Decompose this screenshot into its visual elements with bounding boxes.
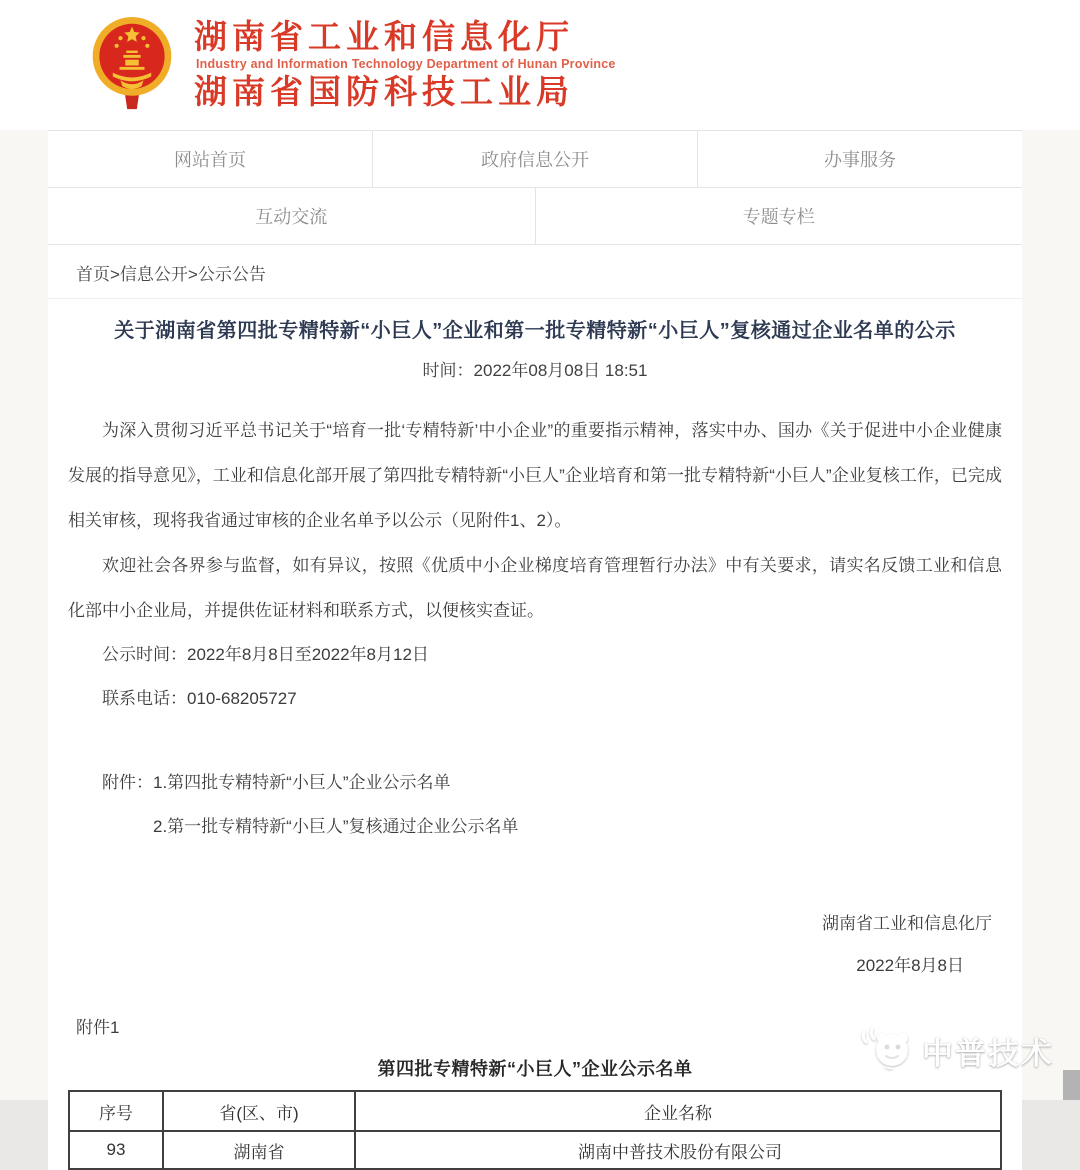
site-header [0, 0, 1080, 130]
nav-item-gov-info[interactable]: 政府信息公开 [373, 131, 698, 187]
content-column [48, 130, 1022, 1170]
national-emblem-icon [84, 13, 180, 117]
attachment-link-2[interactable]: 2.第一批专精特新“小巨人”复核通过企业公示名单 [153, 817, 519, 836]
nav-item-home[interactable]: 网站首页 [48, 131, 373, 187]
signature-date: 2022年8月8日 [856, 956, 964, 975]
nav-row-2 [48, 188, 1022, 245]
cell-province: 湖南省 [163, 1131, 355, 1169]
attachment-link-1[interactable]: 1.第四批专精特新“小巨人”企业公示名单 [153, 773, 451, 792]
publicity-period: 公示时间：2022年8月8日至2022年8月12日 [102, 645, 429, 664]
col-header-company: 企业名称 [355, 1091, 1001, 1131]
paragraph-2: 欢迎社会各界参与监督，如有异议，按照《优质中小企业梯度培育管理暂行办法》中有关要求，请实名反馈工业和信息化部中小企业局，并提供佐证材料和联系方式，以便核实查证。 [68, 556, 1002, 620]
header-titles [194, 20, 616, 109]
scrollbar-fragment [1063, 1070, 1080, 1100]
org-name-secondary: 湖南省国防科技工业局 [194, 73, 574, 111]
company-table [68, 1090, 1002, 1170]
nav-item-services[interactable]: 办事服务 [698, 131, 1022, 187]
attachments-line-2 [68, 805, 1002, 849]
nav-row-1 [48, 131, 1022, 188]
watermark-text: 中普技术 [922, 1035, 1054, 1071]
col-header-index: 序号 [69, 1091, 163, 1131]
nav-item-special-columns[interactable]: 专题专栏 [536, 188, 1023, 244]
attachment1-label: 附件1 [76, 1018, 120, 1037]
contact-phone: 联系电话：010-68205727 [102, 689, 297, 708]
paragraph-1: 为深入贯彻习近平总书记关于“培育一批‘专精特新’中小企业”的重要指示精神，落实中办、国办《关于促进中小企业健康发展的指导意见》，工业和信息化部开展了第四批专精特新“小巨人”企业培育和第一批专精特新“小巨人”企业复核工作，已完成相关审核，现将我省通过审核的企业名单予以公示（见附件1、2）。 [68, 421, 1002, 530]
attachments-line-1 [68, 761, 1002, 805]
table-title: 第四批专精特新“小巨人”企业公示名单 [377, 1059, 693, 1079]
article [48, 314, 1022, 1170]
nav-item-interaction[interactable]: 互动交流 [48, 188, 536, 244]
table-header-row [69, 1091, 1001, 1131]
breadcrumb[interactable]: 首页>信息公开>公示公告 [48, 245, 1022, 299]
org-name-primary: 湖南省工业和信息化厅 [194, 18, 574, 56]
cell-company: 湖南中普技术股份有限公司 [355, 1131, 1001, 1169]
attachments-label: 附件： [102, 773, 153, 792]
org-name-english: Industry and Information Technology Department of Hunan Province [196, 56, 616, 71]
main-nav [48, 130, 1022, 245]
signature-block [68, 903, 1002, 987]
cell-index: 93 [69, 1131, 163, 1169]
publish-time: 时间：2022年08月08日 18:51 [422, 361, 648, 380]
signature-org: 湖南省工业和信息化厅 [822, 914, 992, 933]
col-header-province: 省(区、市) [163, 1091, 355, 1131]
table-row [69, 1131, 1001, 1169]
article-title: 关于湖南省第四批专精特新“小巨人”企业和第一批专精特新“小巨人”复核通过企业名单的公示 [114, 320, 956, 342]
